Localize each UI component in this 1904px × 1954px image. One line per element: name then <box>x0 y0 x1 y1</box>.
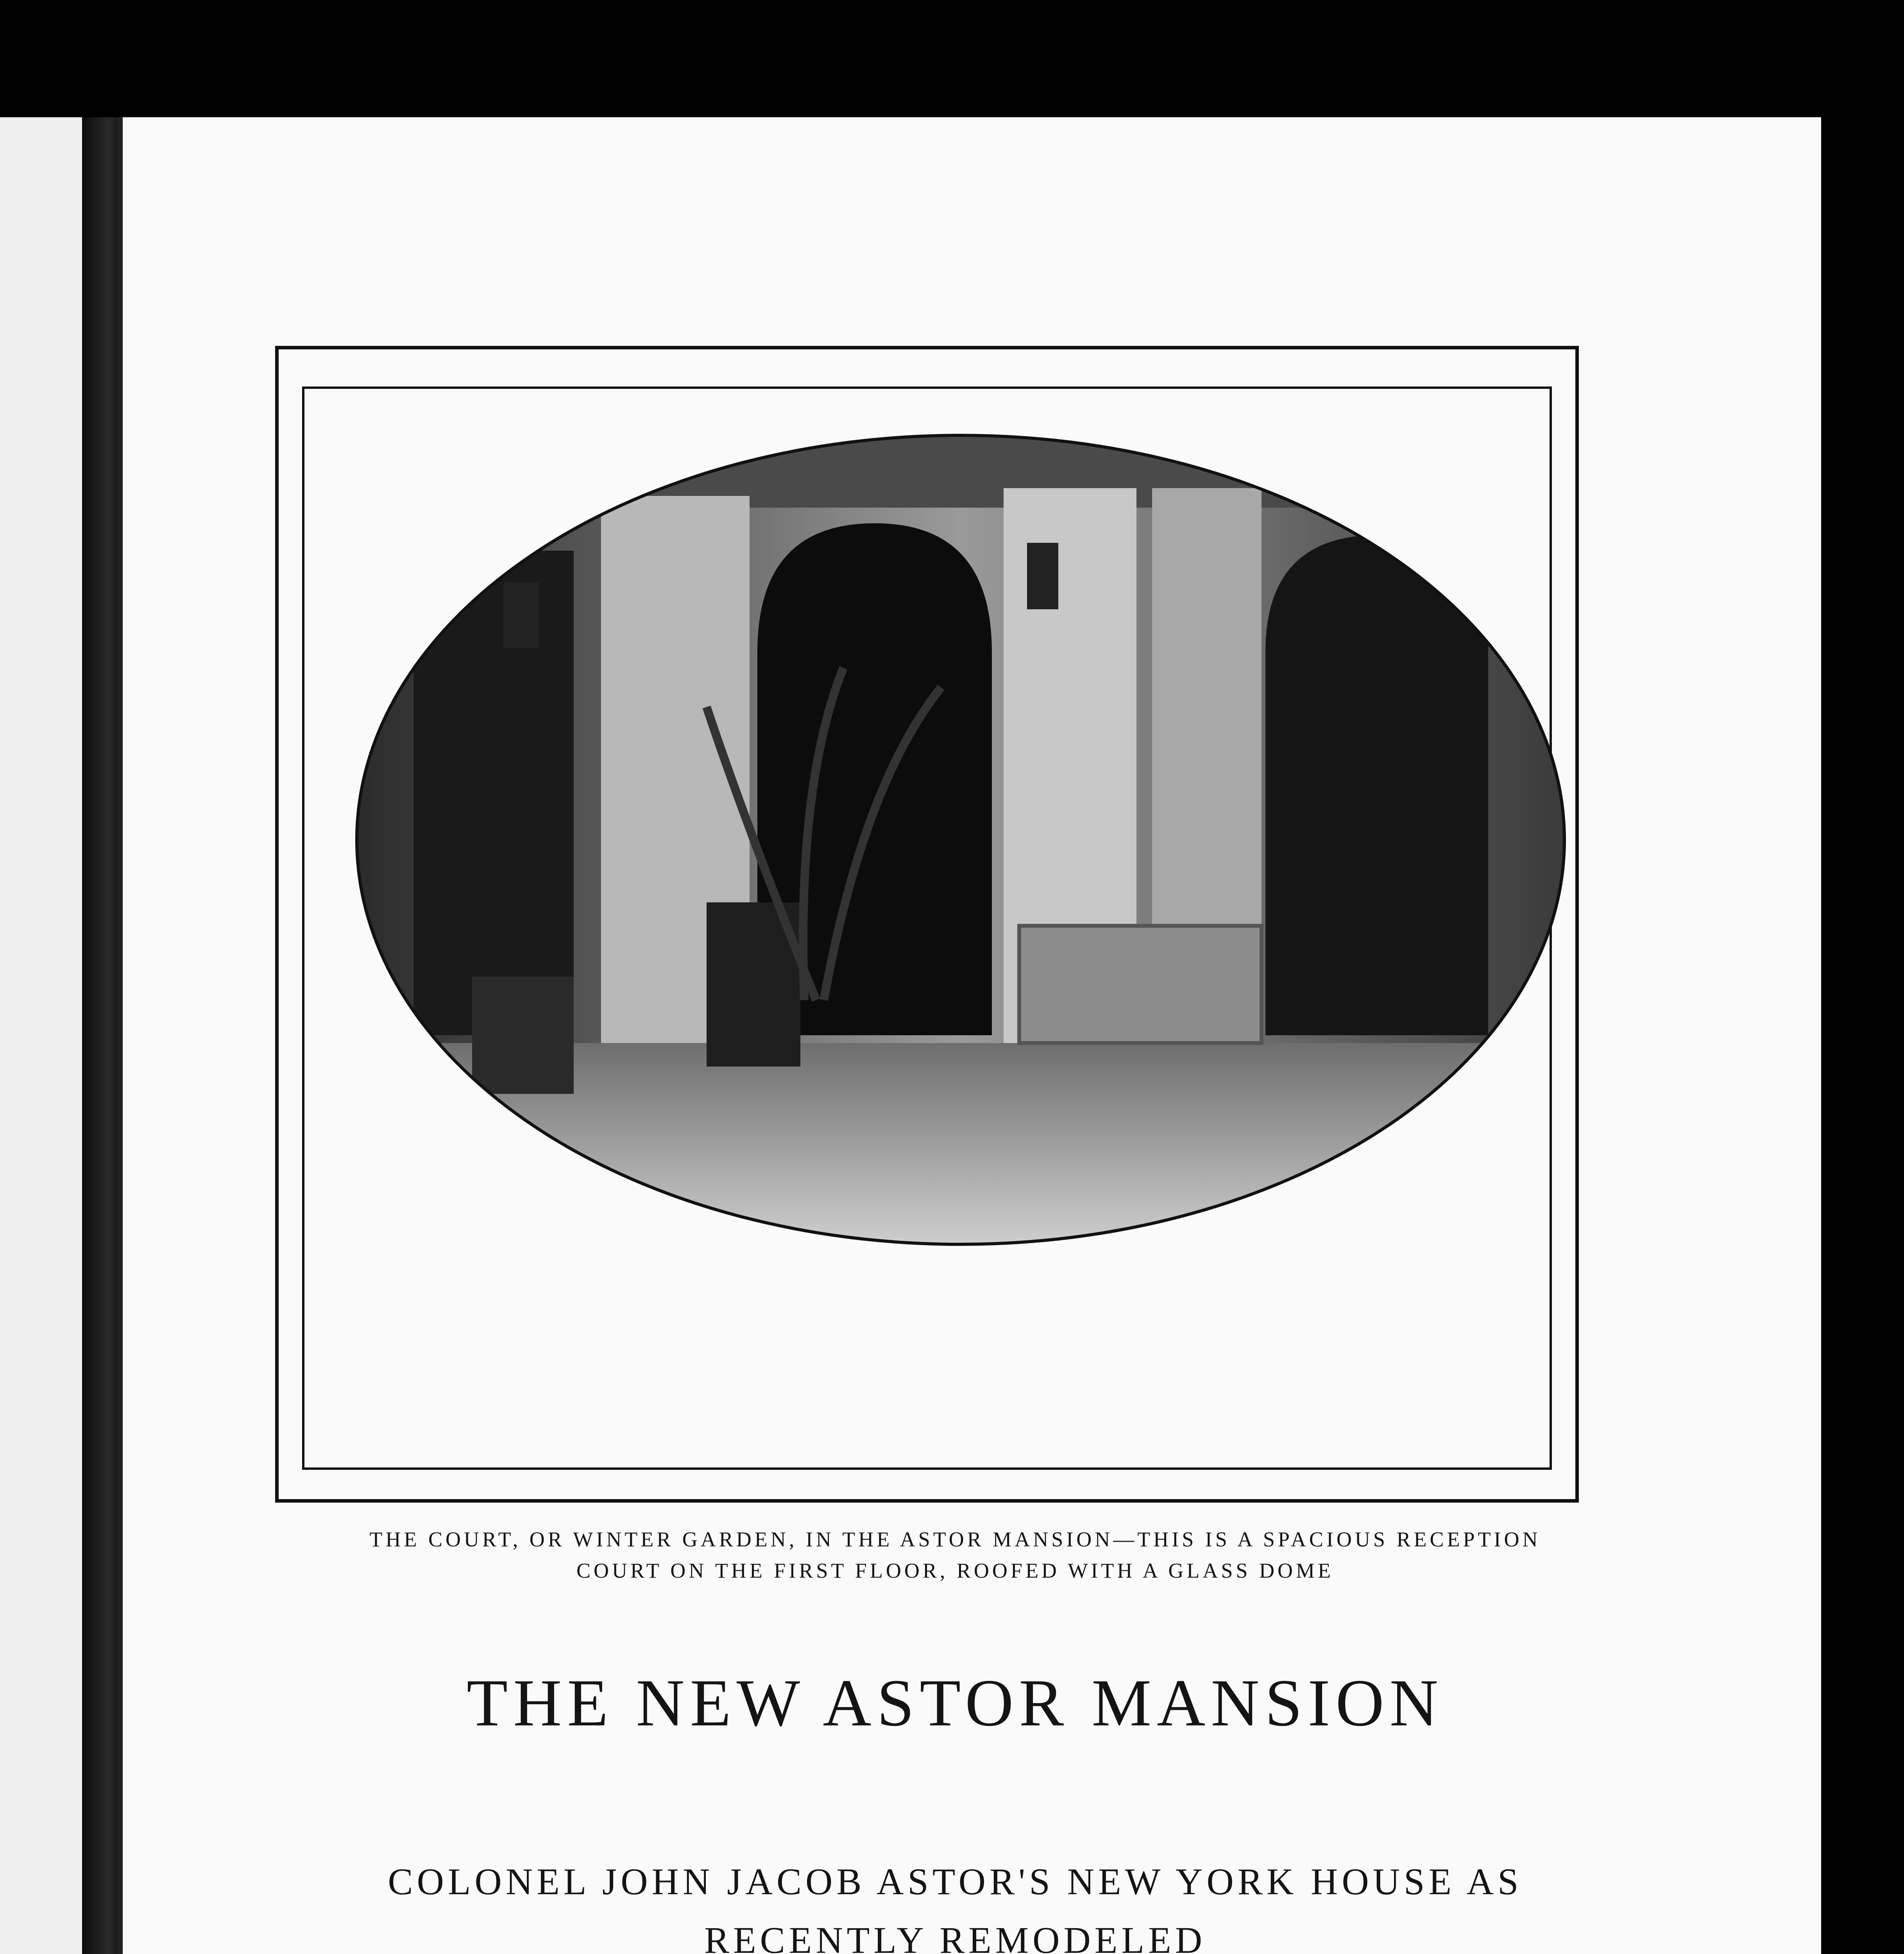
facing-page-edge <box>0 117 82 1954</box>
subtitle-line2: RECENTLY REMODELED <box>704 1919 1206 1954</box>
photo-frame-outer <box>275 346 1579 1503</box>
magazine-page <box>117 117 1821 1954</box>
figure-caption-line2: COURT ON THE FIRST FLOOR, ROOFED WITH A GLASS DOME <box>576 1559 1334 1582</box>
article-subtitle <box>299 1852 1612 1954</box>
figure-caption-line1: THE COURT, OR WINTER GARDEN, IN THE ASTOR MANSION—THIS IS A SPACIOUS RECEPTION <box>369 1528 1541 1551</box>
winter-garden-photo <box>355 433 1566 1246</box>
article-title: THE NEW ASTOR MANSION <box>467 1666 1444 1740</box>
subtitle-line1: COLONEL JOHN JACOB ASTOR'S NEW YORK HOUSE AS <box>388 1861 1523 1902</box>
